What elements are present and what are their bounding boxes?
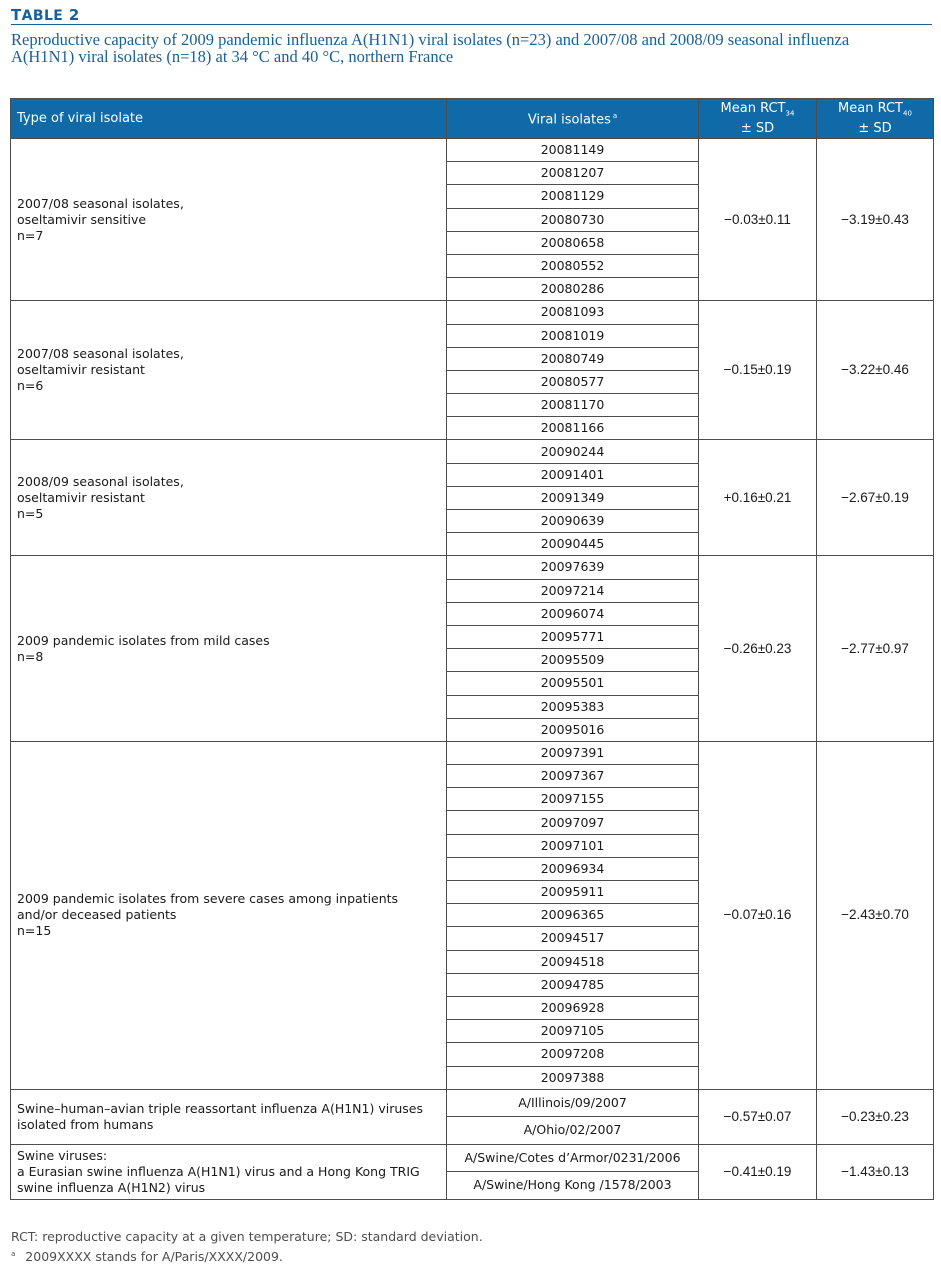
isolate-type-line: n=15 [17,923,52,939]
isolate-id-cell: 20081019 [447,324,699,347]
table-row [11,139,934,162]
isolate-id-cell: 20095771 [447,625,699,648]
isolate-id-cell: 20097097 [447,811,699,834]
isolate-type-line: Swine viruses: [17,1147,108,1163]
footnote-abbreviations: RCT: reproductive capacity at a given temperature; SD: standard deviation. [11,1229,483,1244]
isolate-id-cell: 20096928 [447,996,699,1019]
data-table [10,98,934,1200]
isolate-type-cell [11,139,447,301]
isolate-id-cell: 20090445 [447,533,699,556]
isolate-id-cell: 20090244 [447,440,699,463]
isolate-type-cell [11,440,447,556]
rct40-cell: −2.43±0.70 [817,741,934,1089]
rct40-cell: −0.23±0.23 [817,1089,934,1144]
table-row [11,556,934,579]
table-body [11,139,934,1200]
isolate-id-cell: 20081093 [447,301,699,324]
rct34-cell: −0.57±0.07 [699,1089,817,1144]
rct34-cell: −0.07±0.16 [699,741,817,1089]
header-rct34: Mean $RCT_{34}$ ± SD [699,99,817,139]
isolate-type-line: Swine–human–avian triple reassortant influenza A(H1N1) viruses [17,1100,423,1116]
header-type: Type of viral isolate [11,99,447,139]
isolate-id-cell: 20081207 [447,162,699,185]
header-row [11,99,934,139]
isolate-id-cell: 20096074 [447,602,699,625]
isolate-type-line: 2007/08 seasonal isolates, [17,195,184,211]
isolate-type-line: n=7 [17,227,44,243]
isolate-id-cell: 20080552 [447,254,699,277]
table-row [11,741,934,764]
isolate-type-cell [11,1089,447,1144]
isolate-type-line: n=8 [17,648,44,664]
isolate-id-cell: 20095509 [447,649,699,672]
isolate-type-line: 2008/09 seasonal isolates, [17,473,184,489]
isolate-id-cell: 20097391 [447,741,699,764]
isolate-type-line: a Eurasian swine influenza A(H1N1) virus and a Hong Kong TRIG [17,1163,420,1179]
isolate-id-cell: 20080730 [447,208,699,231]
isolate-id-cell: 20091401 [447,463,699,486]
isolate-id-cell: 20090639 [447,510,699,533]
isolate-id-cell: 20096365 [447,904,699,927]
isolate-type-line: swine influenza A(H1N2) virus [17,1179,206,1195]
isolate-id-cell: 20080749 [447,347,699,370]
isolate-type-cell [11,741,447,1089]
isolate-id-cell: 20081170 [447,394,699,417]
header-isolates: Viral isolates $^a$ [447,99,699,139]
isolate-id-cell: 20097105 [447,1020,699,1043]
isolate-type-line: 2009 pandemic isolates from severe cases among inpatients [17,891,399,907]
isolate-id-cell: 20097208 [447,1043,699,1066]
isolate-type-line: 2007/08 seasonal isolates, [17,346,184,362]
isolate-type-line: oseltamivir resistant [17,362,145,378]
isolate-id-cell: 20094517 [447,927,699,950]
footnote-marker: a [612,112,618,121]
footnote-isolate-naming: $^a$ 2009XXXX stands for A/Paris/XXXX/2009. [11,1249,283,1264]
rct40-cell: −1.43±0.13 [817,1144,934,1199]
isolate-type-line: 2009 pandemic isolates from mild cases [17,632,270,648]
isolate-type-line: oseltamivir sensitive [17,211,147,227]
isolate-id-cell: 20081129 [447,185,699,208]
table-label: TABLE 2 [11,6,80,24]
isolate-type-line: and/or deceased patients [17,907,177,923]
title-divider [11,24,932,25]
rct40-cell: −3.19±0.43 [817,139,934,301]
rct40-cell: −2.67±0.19 [817,440,934,556]
footnote-marker: a [11,1249,16,1258]
isolate-id-cell: 20081166 [447,417,699,440]
rct34-cell: −0.41±0.19 [699,1144,817,1199]
rct40-cell: −2.77±0.97 [817,556,934,742]
isolate-type-cell [11,301,447,440]
isolate-type-line: n=5 [17,505,44,521]
rct34-cell: −0.26±0.23 [699,556,817,742]
isolate-id-cell: 20097214 [447,579,699,602]
isolate-type-line: n=6 [17,378,44,394]
table-row [11,440,934,463]
isolate-id-cell: A/Swine/Cotes d’Armor/0231/2006 [447,1144,699,1172]
isolate-id-cell: A/Illinois/09/2007 [447,1089,699,1117]
isolate-id-cell: 20097367 [447,765,699,788]
isolate-id-cell: 20095016 [447,718,699,741]
isolate-id-cell: 20081149 [447,139,699,162]
isolate-id-cell: 20097639 [447,556,699,579]
isolate-id-cell: 20080658 [447,231,699,254]
rct40-cell: −3.22±0.46 [817,301,934,440]
isolate-id-cell: 20091349 [447,486,699,509]
rct34-cell: −0.03±0.11 [699,139,817,301]
isolate-type-cell [11,1144,447,1199]
isolate-type-cell [11,556,447,742]
isolate-type-line: oseltamivir resistant [17,489,145,505]
table-row [11,1144,934,1172]
table-row [11,301,934,324]
isolate-id-cell: A/Ohio/02/2007 [447,1117,699,1145]
isolate-id-cell: 20097155 [447,788,699,811]
isolate-id-cell: 20094785 [447,973,699,996]
isolate-id-cell: 20097101 [447,834,699,857]
isolate-type-line: isolated from humans [17,1116,154,1132]
isolate-id-cell: A/Swine/Hong Kong /1578/2003 [447,1172,699,1200]
header-rct40: Mean $RCT_{40}$ ± SD [817,99,934,139]
table-caption: Reproductive capacity of 2009 pandemic influenza A(H1N1) viral isolates (n=23) and 2007/08 and 2008/09 seasonal influenza A(H1N1) viral isolates (n=18) at 34 °C and 40 °C, northern France [11,30,850,66]
isolate-id-cell: 20097388 [447,1066,699,1089]
isolate-id-cell: 20094518 [447,950,699,973]
isolate-id-cell: 20095911 [447,881,699,904]
isolate-id-cell: 20096934 [447,857,699,880]
isolate-id-cell: 20095383 [447,695,699,718]
rct34-cell: +0.16±0.21 [699,440,817,556]
isolate-id-cell: 20095501 [447,672,699,695]
table-row [11,1089,934,1117]
isolate-id-cell: 20080577 [447,370,699,393]
isolate-id-cell: 20080286 [447,278,699,301]
rct34-cell: −0.15±0.19 [699,301,817,440]
